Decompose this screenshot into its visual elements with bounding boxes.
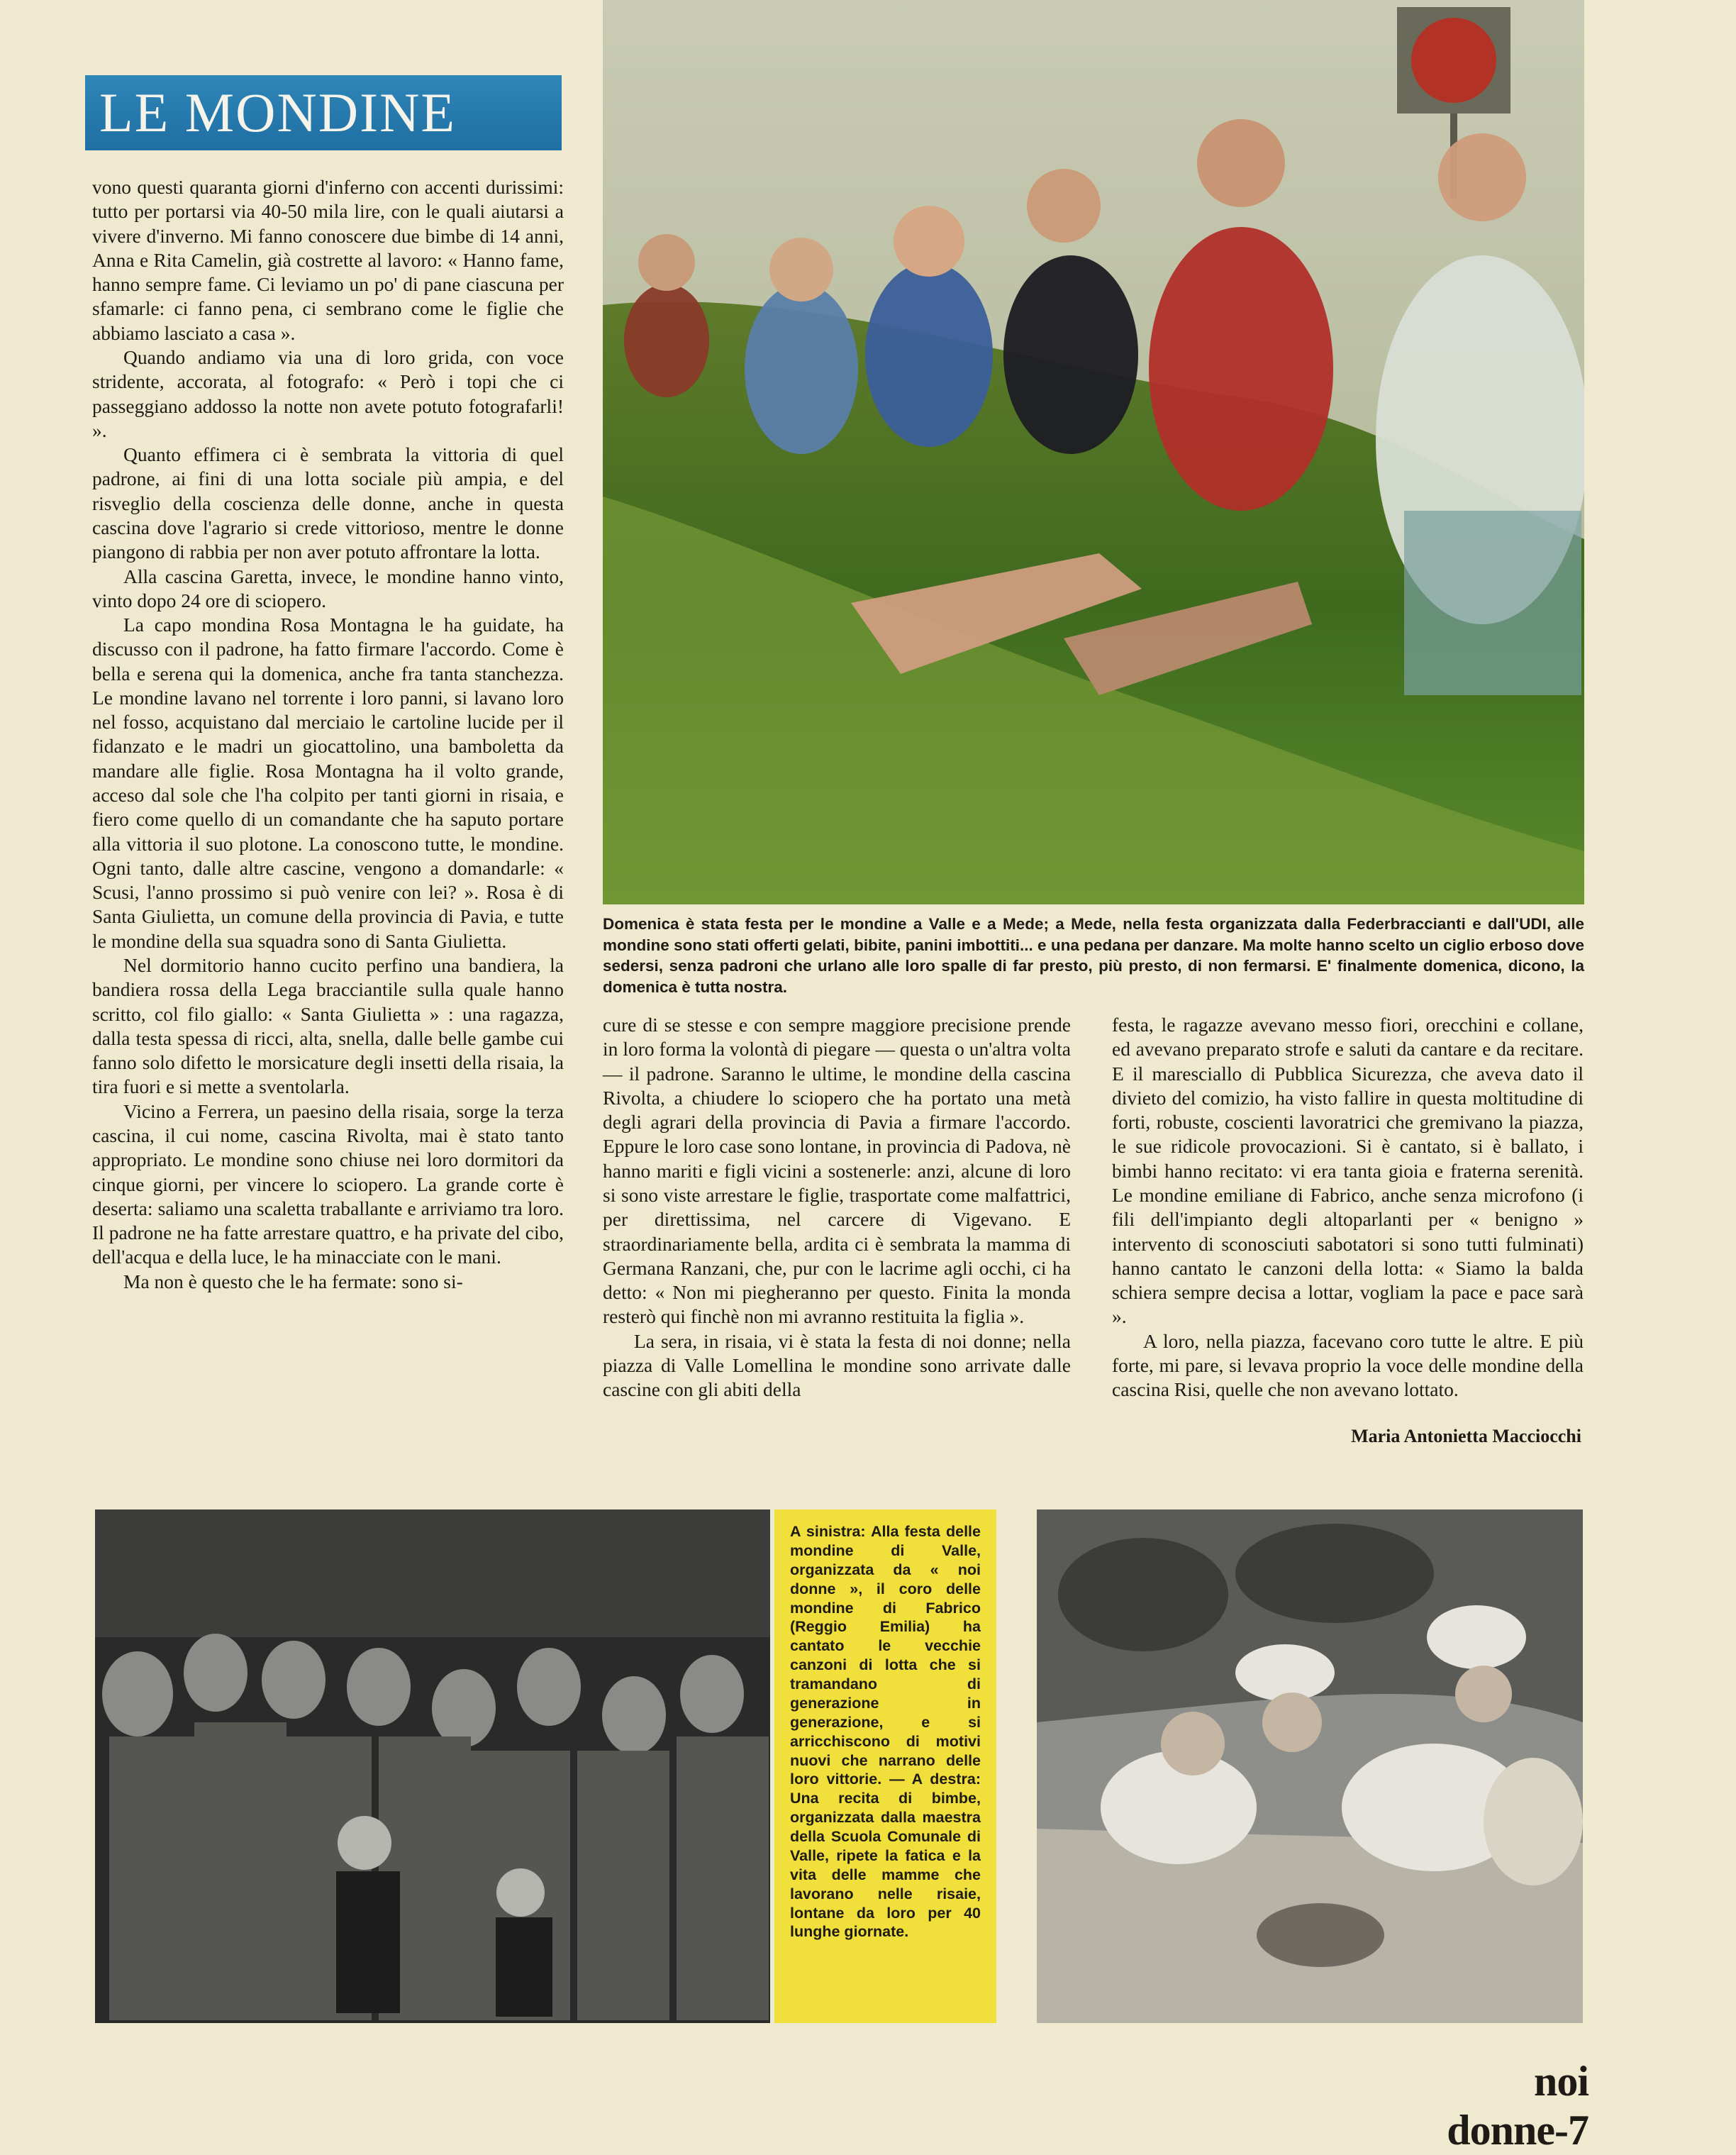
choir-photo-image [95, 1509, 770, 2023]
author-signature: Maria Antonietta Macciocchi [1351, 1426, 1581, 1446]
article-column-3 [1112, 1013, 1584, 1402]
paragraph: A loro, nella piazza, facevano coro tutte le altre. E più forte, mi pare, si levava proprio la voce delle mondine della cascina Risi, quelle che non avevano lottato. [1112, 1329, 1584, 1401]
paragraph: La capo mondina Rosa Montagna le ha guidate, ha discusso con il padrone, ha fatto firmare l'accordo. Come è bella e serena qui la domenica, anche fra tanta stanchezza. Le mondine lavano nel torrente i loro panni, si lavano loro nel fosso, acquistano dal merciaio le cartoline lucide per il fidanzato e le madri un giocattolino, una bamboletta da mandare alle figlie. Rosa Montagna ha il volto grande, acceso dal sole che l'ha colpito per tanti giorni in risaia, e fiero come quello di un comandante che ha saputo portare alla vittoria il suo plotone. La conoscono tutte, le mondine. Ogni tanto, dalle altre cascine, vengono a domandarle: « Scusi, l'anno prossimo si può venire con lei? ». Rosa è di Santa Giulietta, un comune della provincia di Pavia, e tutte le mondine della sua squadra sono di Santa Giulietta. [92, 614, 564, 952]
article-column-2 [603, 1013, 1071, 1402]
page-footer [1404, 2057, 1588, 2155]
children-play-photo [1037, 1509, 1583, 2023]
article-column-1 [92, 175, 564, 1294]
children-play-photo-image [1037, 1509, 1583, 2023]
paragraph: Nel dormitorio hanno cucito perfino una bandiera, la bandiera rossa della Lega bracciantile sulla quale hanno scritto, col filo giallo: « Santa Giulietta » : una ragazza, dalla testa spessa di ricci, alta, snella, dalle belle gambe cui fanno solo difetto le morsicature degli insetti della risaia, la tira fuori e si mette a sventolarla. [92, 954, 564, 1098]
paragraph: Alla cascina Garetta, invece, le mondine hanno vinto, vinto dopo 24 ore di sciopero. [92, 565, 564, 611]
paragraph: La sera, in risaia, vi è stata la festa di noi donne; nella piazza di Valle Lomellina le mondine sono arrivate dalle cascine con gli abiti della [603, 1329, 1071, 1401]
article-title-text: LE MONDINE [99, 82, 457, 143]
paragraph: Ma non è questo che le ha fermate: sono si- [123, 1270, 463, 1292]
article-title [85, 75, 562, 150]
photos-caption-box: A sinistra: Alla festa delle mondine di Valle, organizzata da « noi donne », il coro delle mondine di Fabrico (Reggio Emilia) ha cantato le vecchie canzoni di lotta che si tramandano di generazione in generazione, e si arricchiscono di motivi nuovi che narrano delle loro vittorie. — A destra: Una recita di bimbe, organizzata dalla maestra della Scuola Comunale di Valle, ripete la fatica e la vita delle mamme che lavorano nelle risaie, lontane da loro per 40 lunghe giornate. [774, 1509, 996, 2023]
paragraph: Quanto effimera ci è sembrata la vittoria di quel padrone, ai fini di una lotta sociale più ampia, e del risveglio della coscienza delle donne, anche in questa cascina dove l'agrario si crede vittorioso, mentre le donne piangono di rabbia per non aver potuto affrontare la lotta. [92, 443, 564, 563]
footer-separator: - [1554, 2107, 1568, 2154]
magazine-name: noi donne [1447, 2058, 1588, 2154]
paragraph: Quando andiamo via una di loro grida, con voce stridente, accorata, al fotografo: « Però i topi che ci passeggiano addosso la notte non avete potuto fotografarli! ». [92, 345, 564, 441]
paragraph: cure di se stesse e con sempre maggiore precisione prende in loro forma la volontà di piegare — questa o un'altra volta — il padrone. Saranno le ultime, le mondine della cascina Rivolta, a chiudere lo sciopero che ha portato una metà degli agrari della provincia di Pavia a firmare l'accordo. Eppure le loro case sono lontane, in provincia di Padova, nè hanno mariti e figli vicini a sostenerle: anzi, alcune di loro si sono viste arrestare le figlie, trasportate come malfattrici, per direttissima, nel carcere di Vigevano. E straordinariamente bella, ardita ci è sembrata la mamma di Germana Ranzani, che, pur con le lacrime agli occhi, ci ha detto: « Non mi piegheranno per questo. Finita la monda resterò qui finchè non mi avranno restituita la figlia ». [603, 1014, 1071, 1328]
page-number: 7 [1568, 2107, 1588, 2154]
paragraph: vono questi quaranta giorni d'inferno con accenti durissimi: tutto per portarsi via 40-50 mila lire, con le quali aiutarsi a vivere d'inverno. Mi fanno conoscere due bimbe di 14 anni, Anna e Rita Camelin, già costrette al lavoro: « Hanno fame, hanno sempre fame. Ci leviamo un po' di pane ciascuna per sfamarle: ci fanno pena, ci sembrano come le figlie che abbiamo lasciato a casa ». [92, 176, 564, 344]
main-photo-caption: Domenica è stata festa per le mondine a Valle e a Mede; a Mede, nella festa organizzata dalla Federbraccianti e dall'UDI, alle mondine sono stati offerti gelati, bibite, panini imbottiti... e una pedana per danzare. Ma molte hanno scelto un ciglio erboso dove sedersi, senza padroni che urlano alle loro spalle di far presto, più presto, di non fermarsi. E' finalmente domenica, dicono, la domenica è tutta nostra. [603, 915, 1584, 997]
paragraph: festa, le ragazze avevano messo fiori, orecchini e collane, ed avevano preparato strofe e saluti da cantare e da recitare. E il maresciallo di Pubblica Sicurezza, che aveva dato il divieto del comizio, ha visto fallire in questa moltitudine di forti, robuste, coscienti lavoratrici che gremivano la piazza, le sue ridicole provocazioni. Si è cantato, si è ballato, i bimbi hanno recitato: vi era tanta gioia e fraterna serenità. Le mondine emiliane di Fabrico, anche senza microfono (i fili dell'impianto degli altoparlanti per « benigno » intervento di sconosciuti sabotatori si sono tutti fulminati) hanno cantato le canzoni della lotta: « Siamo la balda schiera sempre decisa a lottar, vogliam la pace e pace sarà ». [1112, 1014, 1584, 1328]
main-photo [603, 0, 1584, 904]
main-photo-image [603, 0, 1584, 904]
paragraph: Vicino a Ferrera, un paesino della risaia, sorge la terza cascina, il cui nome, cascina Rivolta, mai è stato tanto appropriato. Le mondine sono chiuse nei loro dormitori da cinque giorni, per vincere lo sciopero. La grande corte è deserta: saliamo una scaletta traballante e arriviamo tra loro. Il padrone ne ha fatte arrestare quattro, e ha private del cibo, dell'acqua e della luce, le ha minacciate con le mani. [92, 1099, 564, 1268]
choir-photo [95, 1509, 770, 2023]
